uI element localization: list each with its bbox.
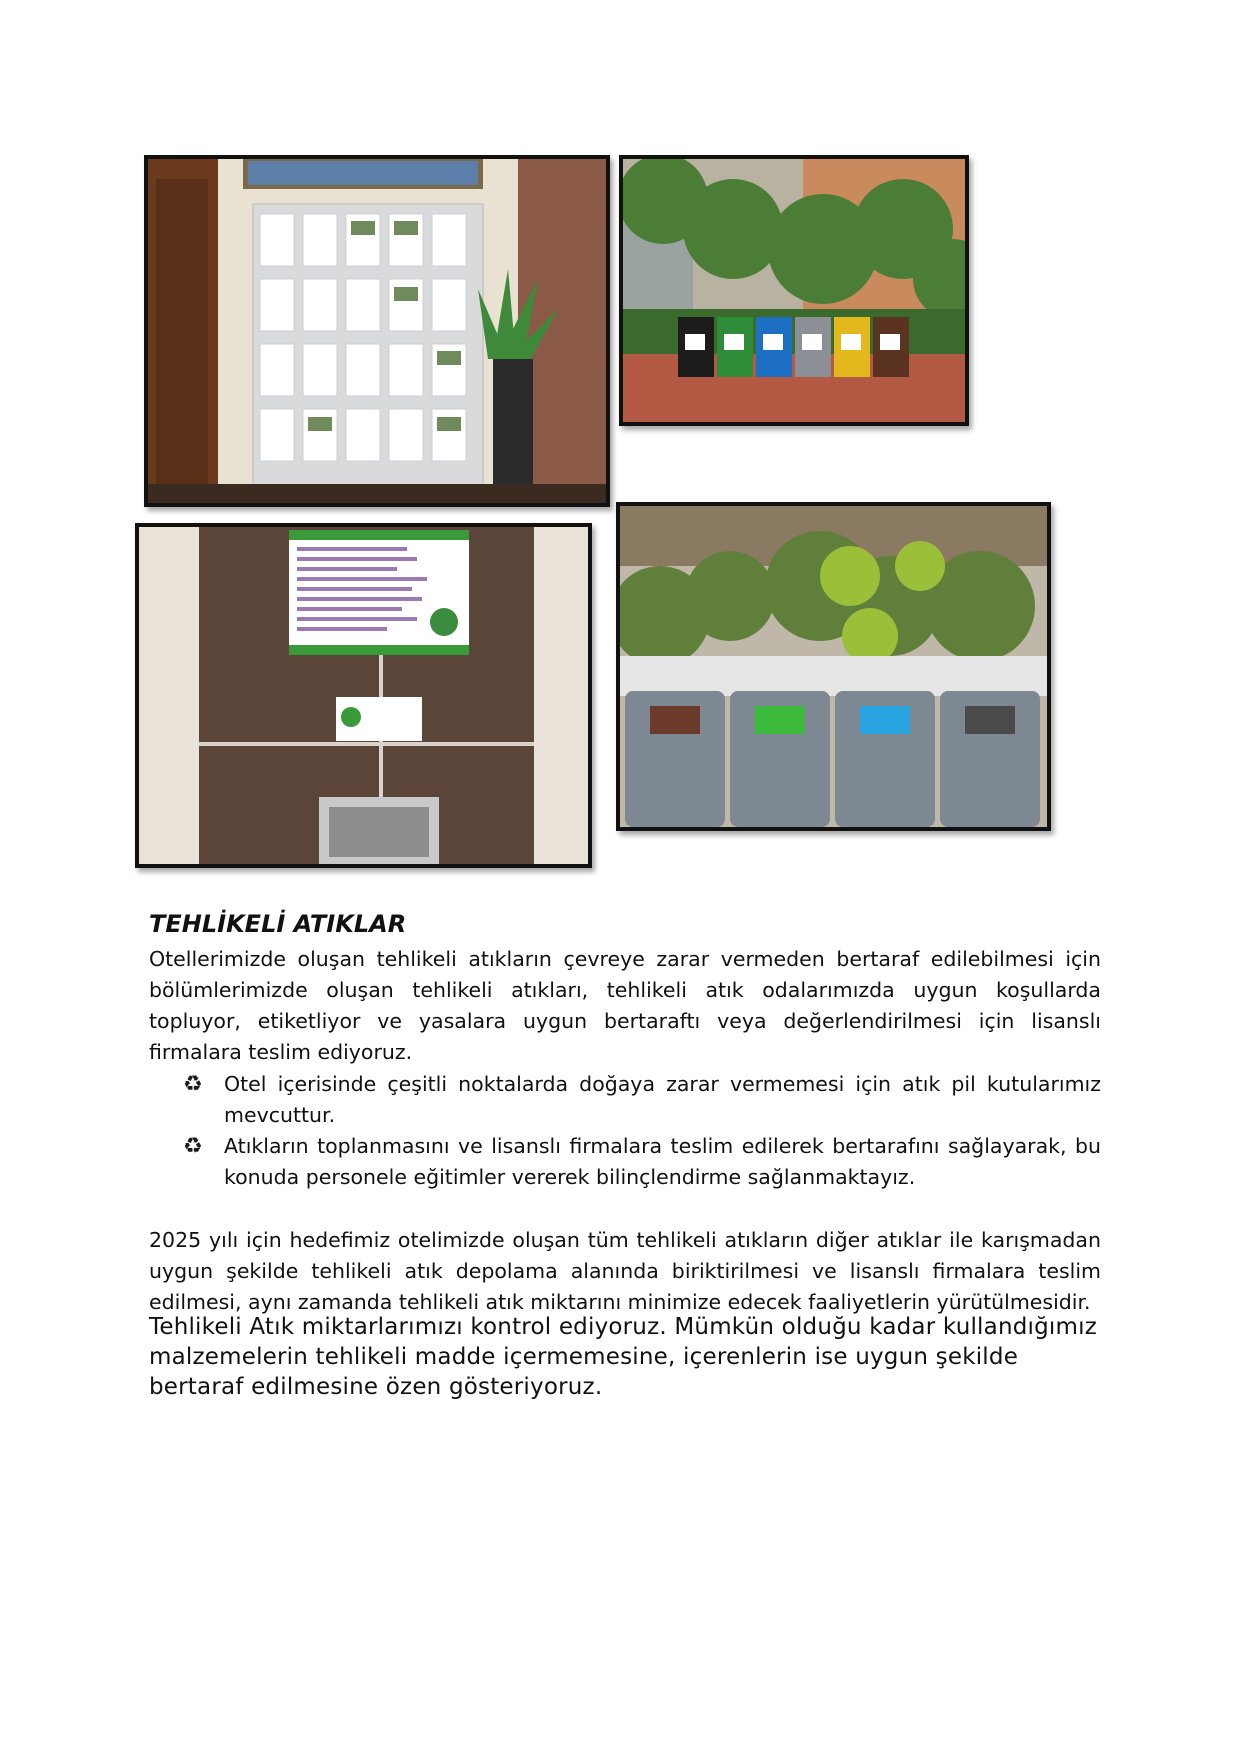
list-item	[183, 1069, 1101, 1131]
intro-paragraph: Otellerimizde oluşan tehlikeli atıkların çevreye zarar vermeden bertaraf edilebilmesi için bölümlerimizde oluşan tehlikeli atıkları, tehlikeli atık odalarımızda uygun koşullarda topluyor, etiketliyor ve yasalara uygun bertaraftı veya değerlendirilmesi için lisanslı firmalara teslim ediyoruz.	[149, 947, 1101, 1064]
planter-bins-photo	[616, 502, 1051, 831]
recycle-icon: ♻	[183, 1134, 203, 1159]
photo-restroom-sign-icon	[139, 527, 588, 864]
recycle-icon: ♻	[183, 1072, 203, 1097]
bullet-text: Atıkların toplanmasını ve lisanslı firmalara teslim edilerek bertarafını sağlayarak, bu konuda personele eğitimler vererek bilinçlendirme sağlanmaktayız.	[224, 1134, 1101, 1189]
bullet-text: Otel içerisinde çeşitli noktalarda doğaya zarar vermemesi için atık pil kutularımız mevcuttur.	[224, 1072, 1101, 1127]
notice-board-photo	[144, 155, 610, 507]
photo-notice-board-icon	[148, 159, 606, 503]
list-item	[183, 1131, 1101, 1193]
photo-recycling-bins-icon	[623, 159, 965, 422]
bullet-list	[183, 1069, 1101, 1193]
photo-planter-bins-icon	[620, 506, 1047, 827]
control-paragraph: Tehlikeli Atık miktarlarımızı kontrol ediyoruz. Mümkün olduğu kadar kullandığımız malzemelerin tehlikeli madde içermemesine, içerenlerin ise uygun şekilde bertaraf edilmesine özen gösteriyoruz.	[149, 1314, 1097, 1400]
restroom-sign-photo	[135, 523, 592, 868]
section-heading: TEHLİKELİ ATIKLAR	[149, 910, 407, 938]
recycling-bins-garden-photo	[619, 155, 969, 426]
target-paragraph: 2025 yılı için hedefimiz otelimizde oluşan tüm tehlikeli atıkların diğer atıklar ile karışmadan uygun şekilde tehlikeli atık depolama alanında biriktirilmesi ve lisanslı firmalara teslim edilmesi, aynı zamanda tehlikeli atık miktarını minimize edecek faaliyetlerin yürütülmesidir.	[149, 1228, 1101, 1314]
